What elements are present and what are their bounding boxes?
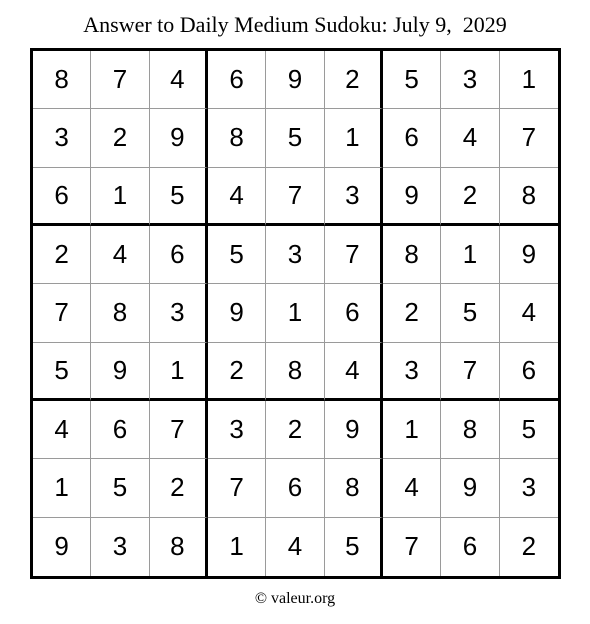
sudoku-cell: 4 <box>500 284 558 342</box>
sudoku-cell: 3 <box>383 343 441 401</box>
sudoku-cell: 6 <box>500 343 558 401</box>
sudoku-cell: 6 <box>383 109 441 167</box>
sudoku-cell: 7 <box>150 401 208 459</box>
sudoku-grid <box>30 48 561 579</box>
sudoku-cell: 8 <box>150 518 208 576</box>
sudoku-cell: 1 <box>266 284 324 342</box>
sudoku-cell: 1 <box>91 168 149 226</box>
sudoku-cell: 4 <box>208 168 266 226</box>
sudoku-cell: 4 <box>325 343 383 401</box>
sudoku-cell: 6 <box>441 518 499 576</box>
sudoku-cell: 8 <box>266 343 324 401</box>
sudoku-cell: 8 <box>208 109 266 167</box>
sudoku-cell: 8 <box>91 284 149 342</box>
sudoku-cell: 7 <box>208 459 266 517</box>
sudoku-cell: 9 <box>325 401 383 459</box>
sudoku-cell: 3 <box>208 401 266 459</box>
copyright-footer: © valeur.org <box>254 590 336 607</box>
sudoku-cell: 9 <box>500 226 558 284</box>
sudoku-cell: 4 <box>33 401 91 459</box>
sudoku-cell: 4 <box>441 109 499 167</box>
sudoku-cell: 1 <box>383 401 441 459</box>
sudoku-cell: 3 <box>441 51 499 109</box>
sudoku-cell: 9 <box>150 109 208 167</box>
sudoku-cell: 6 <box>91 401 149 459</box>
sudoku-cell: 7 <box>500 109 558 167</box>
sudoku-cell: 4 <box>383 459 441 517</box>
sudoku-cell: 1 <box>441 226 499 284</box>
sudoku-cell: 5 <box>266 109 324 167</box>
sudoku-cell: 2 <box>383 284 441 342</box>
sudoku-cell: 6 <box>266 459 324 517</box>
sudoku-cell: 5 <box>150 168 208 226</box>
sudoku-cell: 6 <box>208 51 266 109</box>
sudoku-cell: 3 <box>500 459 558 517</box>
sudoku-cell: 9 <box>383 168 441 226</box>
sudoku-cell: 3 <box>150 284 208 342</box>
sudoku-cell: 2 <box>441 168 499 226</box>
sudoku-cell: 1 <box>325 109 383 167</box>
sudoku-cell: 9 <box>208 284 266 342</box>
sudoku-cell: 5 <box>441 284 499 342</box>
sudoku-cell: 3 <box>91 518 149 576</box>
sudoku-cell: 2 <box>325 51 383 109</box>
sudoku-cell: 6 <box>150 226 208 284</box>
sudoku-cell: 2 <box>208 343 266 401</box>
sudoku-cell: 7 <box>441 343 499 401</box>
page-title: Answer to Daily Medium Sudoku: July 9, 2029 <box>83 12 507 37</box>
sudoku-cell: 8 <box>325 459 383 517</box>
sudoku-cell: 7 <box>325 226 383 284</box>
sudoku-cell: 1 <box>208 518 266 576</box>
sudoku-cell: 3 <box>33 109 91 167</box>
sudoku-cell: 9 <box>266 51 324 109</box>
sudoku-cell: 2 <box>33 226 91 284</box>
sudoku-cell: 4 <box>150 51 208 109</box>
sudoku-cell: 6 <box>325 284 383 342</box>
sudoku-cell: 5 <box>208 226 266 284</box>
sudoku-cell: 8 <box>441 401 499 459</box>
sudoku-cell: 8 <box>33 51 91 109</box>
sudoku-cell: 9 <box>33 518 91 576</box>
sudoku-cell: 1 <box>33 459 91 517</box>
sudoku-cell: 4 <box>91 226 149 284</box>
sudoku-cell: 1 <box>150 343 208 401</box>
sudoku-cell: 4 <box>266 518 324 576</box>
sudoku-cell: 5 <box>33 343 91 401</box>
sudoku-cell: 6 <box>33 168 91 226</box>
sudoku-cell: 3 <box>266 226 324 284</box>
sudoku-cell: 3 <box>325 168 383 226</box>
sudoku-cell: 9 <box>91 343 149 401</box>
sudoku-cell: 9 <box>441 459 499 517</box>
sudoku-cell: 2 <box>266 401 324 459</box>
sudoku-cell: 1 <box>500 51 558 109</box>
sudoku-cell: 7 <box>33 284 91 342</box>
sudoku-cell: 7 <box>383 518 441 576</box>
sudoku-cell: 7 <box>91 51 149 109</box>
sudoku-cell: 5 <box>325 518 383 576</box>
sudoku-cell: 5 <box>383 51 441 109</box>
sudoku-cell: 7 <box>266 168 324 226</box>
sudoku-cell: 5 <box>91 459 149 517</box>
sudoku-cell: 2 <box>91 109 149 167</box>
sudoku-cell: 2 <box>521 531 537 562</box>
sudoku-cell: 2 <box>150 459 208 517</box>
sudoku-cell: 8 <box>500 168 558 226</box>
sudoku-cell: 8 <box>383 226 441 284</box>
sudoku-cell: 5 <box>500 401 558 459</box>
